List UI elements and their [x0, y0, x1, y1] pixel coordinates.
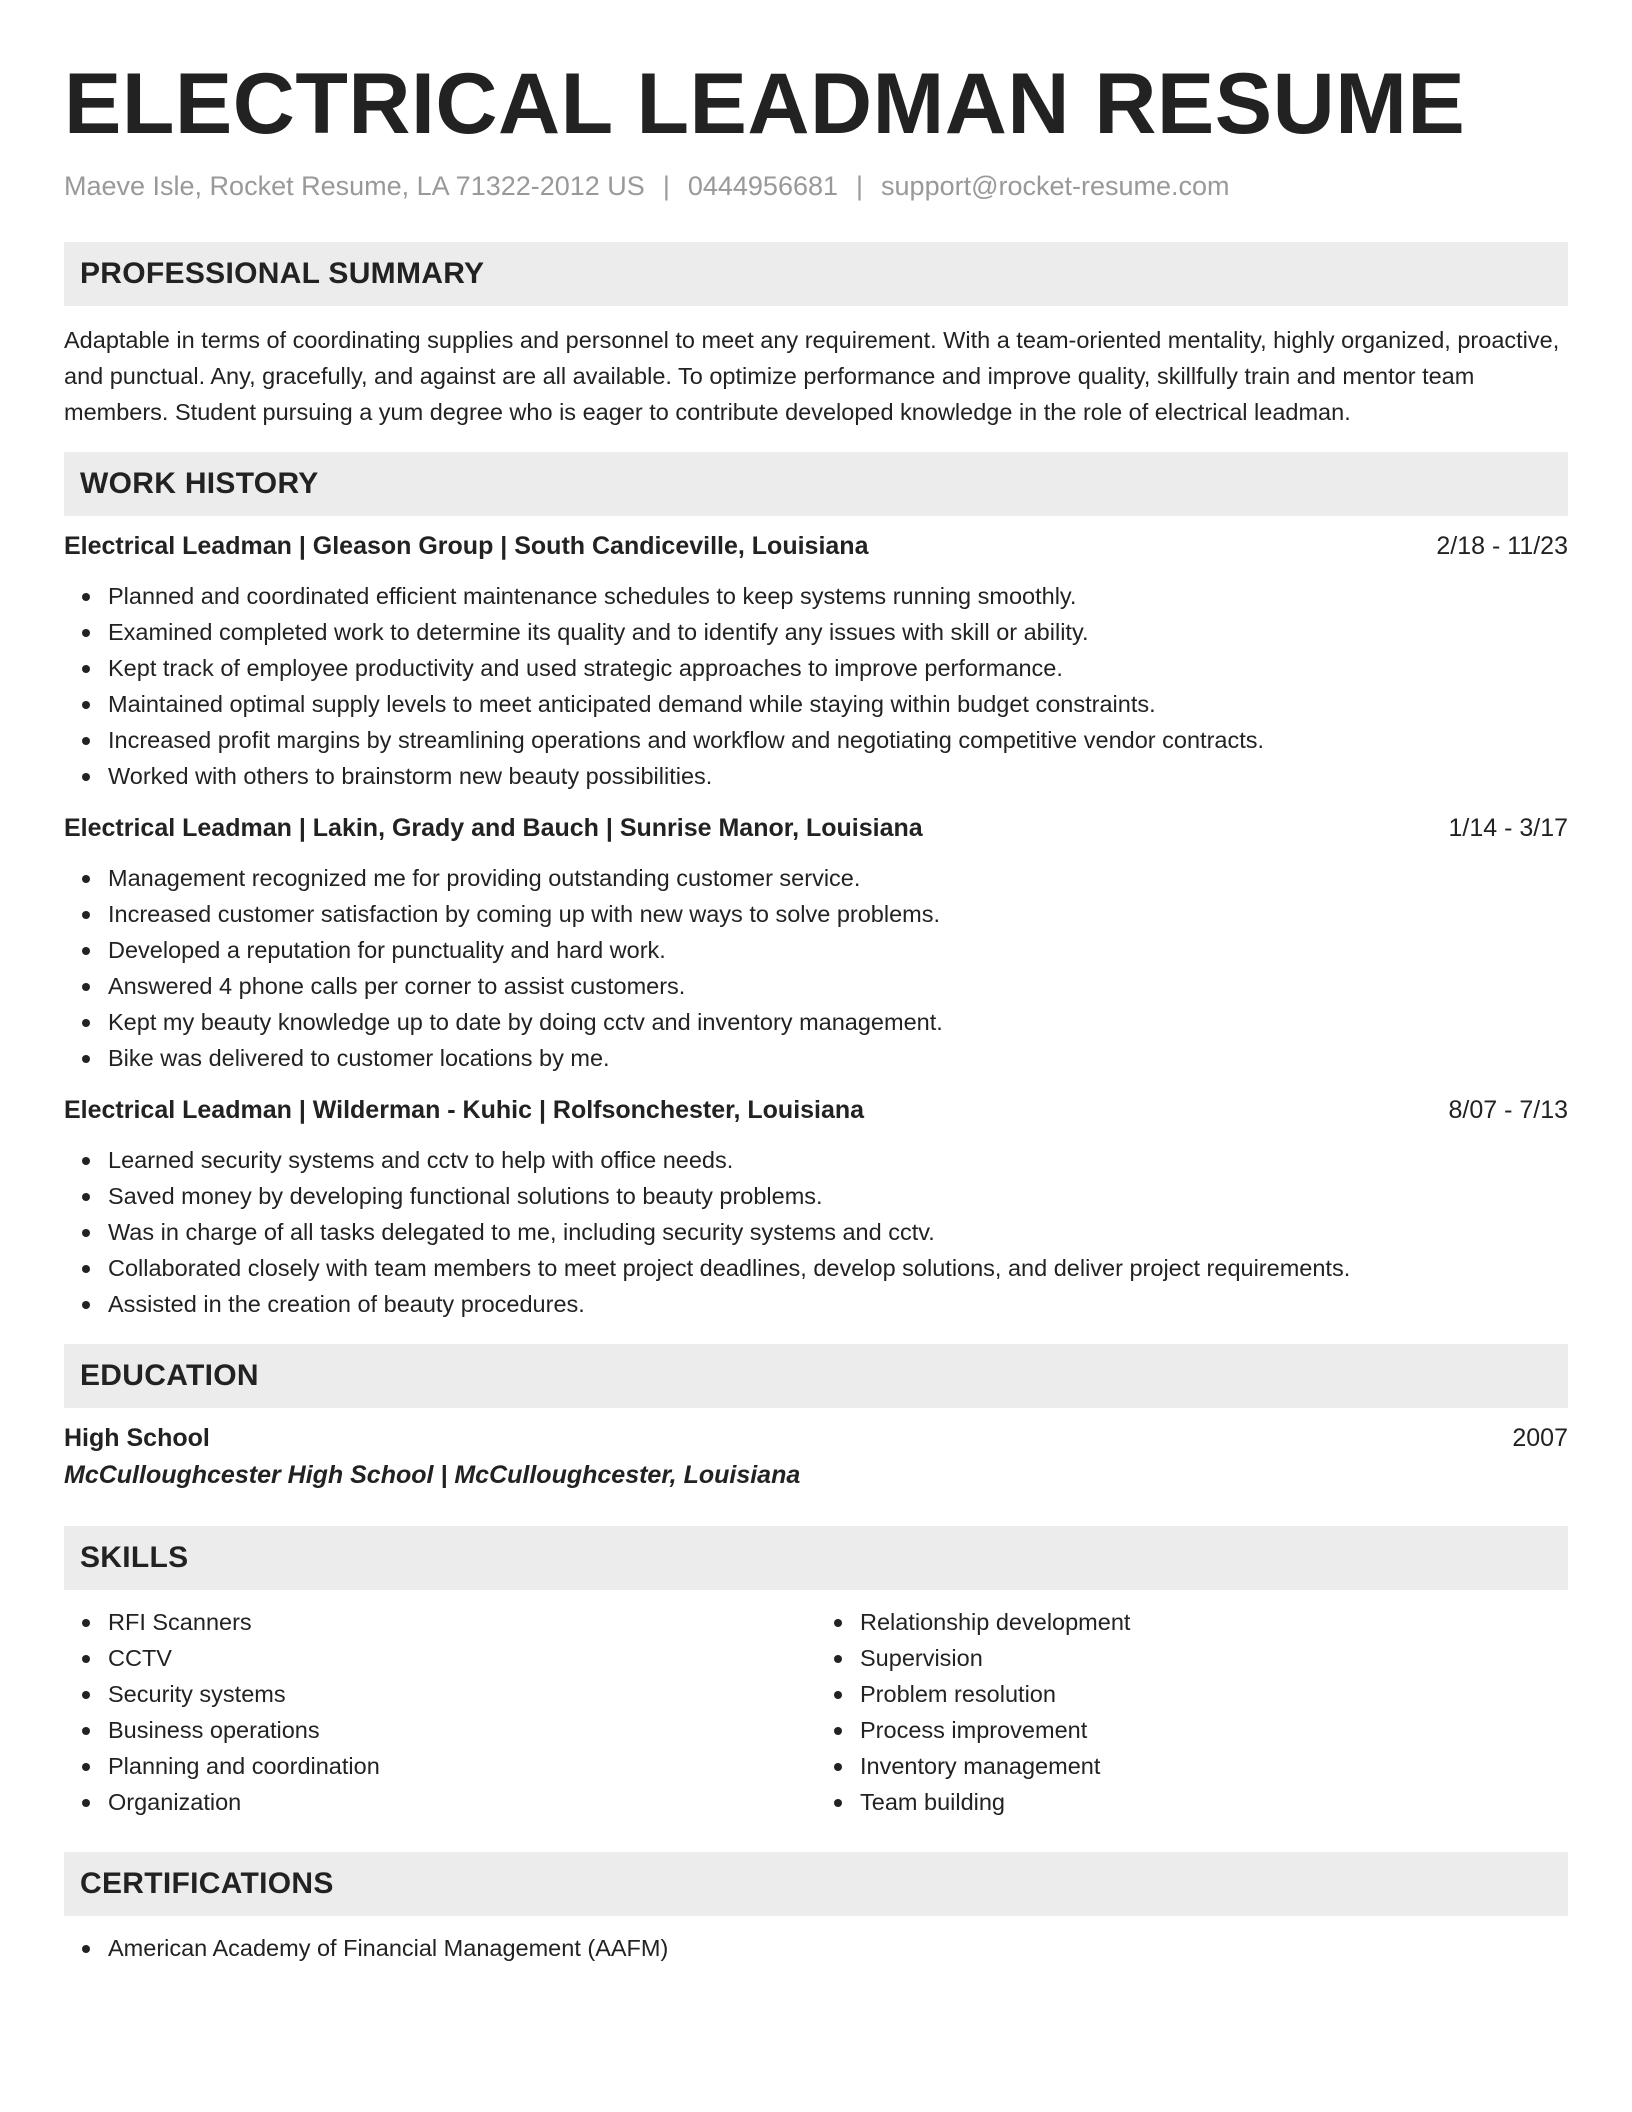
- list-item: Assisted in the creation of beauty procedures.: [108, 1286, 1568, 1322]
- work-history-heading: WORK HISTORY: [64, 452, 1568, 516]
- list-item: Collaborated closely with team members to meet project deadlines, develop solutions, and deliver project requirements.: [108, 1250, 1568, 1286]
- skills-columns: [64, 1590, 1568, 1820]
- contact-email[interactable]: support@rocket-resume.com: [881, 171, 1230, 201]
- list-item: Kept track of employee productivity and used strategic approaches to improve performance.: [108, 650, 1568, 686]
- list-item: Worked with others to brainstorm new beauty possibilities.: [108, 758, 1568, 794]
- list-item: Inventory management: [860, 1748, 1568, 1784]
- job-title: Electrical Leadman | Lakin, Grady and Bauch | Sunrise Manor, Louisiana: [64, 814, 923, 842]
- skills-heading: SKILLS: [64, 1526, 1568, 1590]
- list-item: Learned security systems and cctv to help with office needs.: [108, 1142, 1568, 1178]
- list-item: Management recognized me for providing outstanding customer service.: [108, 860, 1568, 896]
- list-item: Relationship development: [860, 1604, 1568, 1640]
- education-header: [64, 1420, 1568, 1456]
- list-item: Organization: [108, 1784, 816, 1820]
- contact-phone: 0444956681: [687, 171, 839, 201]
- list-item: Security systems: [108, 1676, 816, 1712]
- list-item: Business operations: [108, 1712, 816, 1748]
- education-school: McCulloughcester High School | McCulloughcester, Louisiana: [64, 1461, 801, 1489]
- job-title: Electrical Leadman | Wilderman - Kuhic | Rolfsonchester, Louisiana: [64, 1096, 865, 1124]
- list-item: Maintained optimal supply levels to meet anticipated demand while staying within budget constraints.: [108, 686, 1568, 722]
- list-item: Problem resolution: [860, 1676, 1568, 1712]
- certifications-list: [64, 1930, 1568, 1966]
- contact-address: Maeve Isle, Rocket Resume, LA 71322-2012 US: [64, 171, 645, 201]
- job-bullets: [64, 860, 1568, 1076]
- job-entry: [64, 1092, 1568, 1322]
- list-item: Developed a reputation for punctuality and hard work.: [108, 932, 1568, 968]
- list-item: Examined completed work to determine its quality and to identify any issues with skill or ability.: [108, 614, 1568, 650]
- resume-title: ELECTRICAL LEADMAN RESUME: [64, 56, 1466, 152]
- list-item: Team building: [860, 1784, 1568, 1820]
- list-item: Increased profit margins by streamlining operations and workflow and negotiating competitive vendor contracts.: [108, 722, 1568, 758]
- list-item: CCTV: [108, 1640, 816, 1676]
- skills-list-left: [64, 1604, 816, 1820]
- list-item: Was in charge of all tasks delegated to me, including security systems and cctv.: [108, 1214, 1568, 1250]
- list-item: Increased customer satisfaction by coming up with new ways to solve problems.: [108, 896, 1568, 932]
- list-item: American Academy of Financial Management (AAFM): [108, 1930, 1568, 1966]
- job-header: [64, 1092, 1568, 1128]
- job-dates: 8/07 - 7/13: [1448, 1096, 1568, 1124]
- list-item: Answered 4 phone calls per corner to assist customers.: [108, 968, 1568, 1004]
- list-item: Planning and coordination: [108, 1748, 816, 1784]
- contact-separator: |: [856, 171, 864, 201]
- list-item: Bike was delivered to customer locations by me.: [108, 1040, 1568, 1076]
- job-entry: [64, 528, 1568, 794]
- education-entry: [64, 1420, 1568, 1494]
- education-year: 2007: [1512, 1424, 1568, 1452]
- certifications-heading: CERTIFICATIONS: [64, 1852, 1568, 1916]
- education-heading: EDUCATION: [64, 1344, 1568, 1408]
- resume-page: [64, 0, 1568, 1966]
- job-dates: 2/18 - 11/23: [1436, 532, 1568, 560]
- job-dates: 1/14 - 3/17: [1448, 814, 1568, 842]
- contact-separator: |: [662, 171, 670, 201]
- summary-text: Adaptable in terms of coordinating supplies and personnel to meet any requirement. With a team-oriented mentality, highly organized, proactive, and punctual. Any, gracefully, and against are all available. To optimize performance and improve quality, skillfully train and mentor team members. Student pursuing a yum degree who is eager to contribute developed knowledge in the role of electrical leadman.: [64, 327, 1560, 425]
- summary-heading: PROFESSIONAL SUMMARY: [64, 242, 1568, 306]
- list-item: Planned and coordinated efficient maintenance schedules to keep systems running smoothly.: [108, 578, 1568, 614]
- skills-list-right: [816, 1604, 1568, 1820]
- job-title: Electrical Leadman | Gleason Group | South Candiceville, Louisiana: [64, 532, 869, 560]
- list-item: Process improvement: [860, 1712, 1568, 1748]
- education-degree: High School: [64, 1424, 210, 1452]
- job-entry: [64, 810, 1568, 1076]
- contact-line: [64, 168, 1568, 204]
- job-header: [64, 810, 1568, 846]
- job-bullets: [64, 1142, 1568, 1322]
- list-item: RFI Scanners: [108, 1604, 816, 1640]
- job-bullets: [64, 578, 1568, 794]
- list-item: Saved money by developing functional solutions to beauty problems.: [108, 1178, 1568, 1214]
- list-item: Supervision: [860, 1640, 1568, 1676]
- list-item: Kept my beauty knowledge up to date by doing cctv and inventory management.: [108, 1004, 1568, 1040]
- job-header: [64, 528, 1568, 564]
